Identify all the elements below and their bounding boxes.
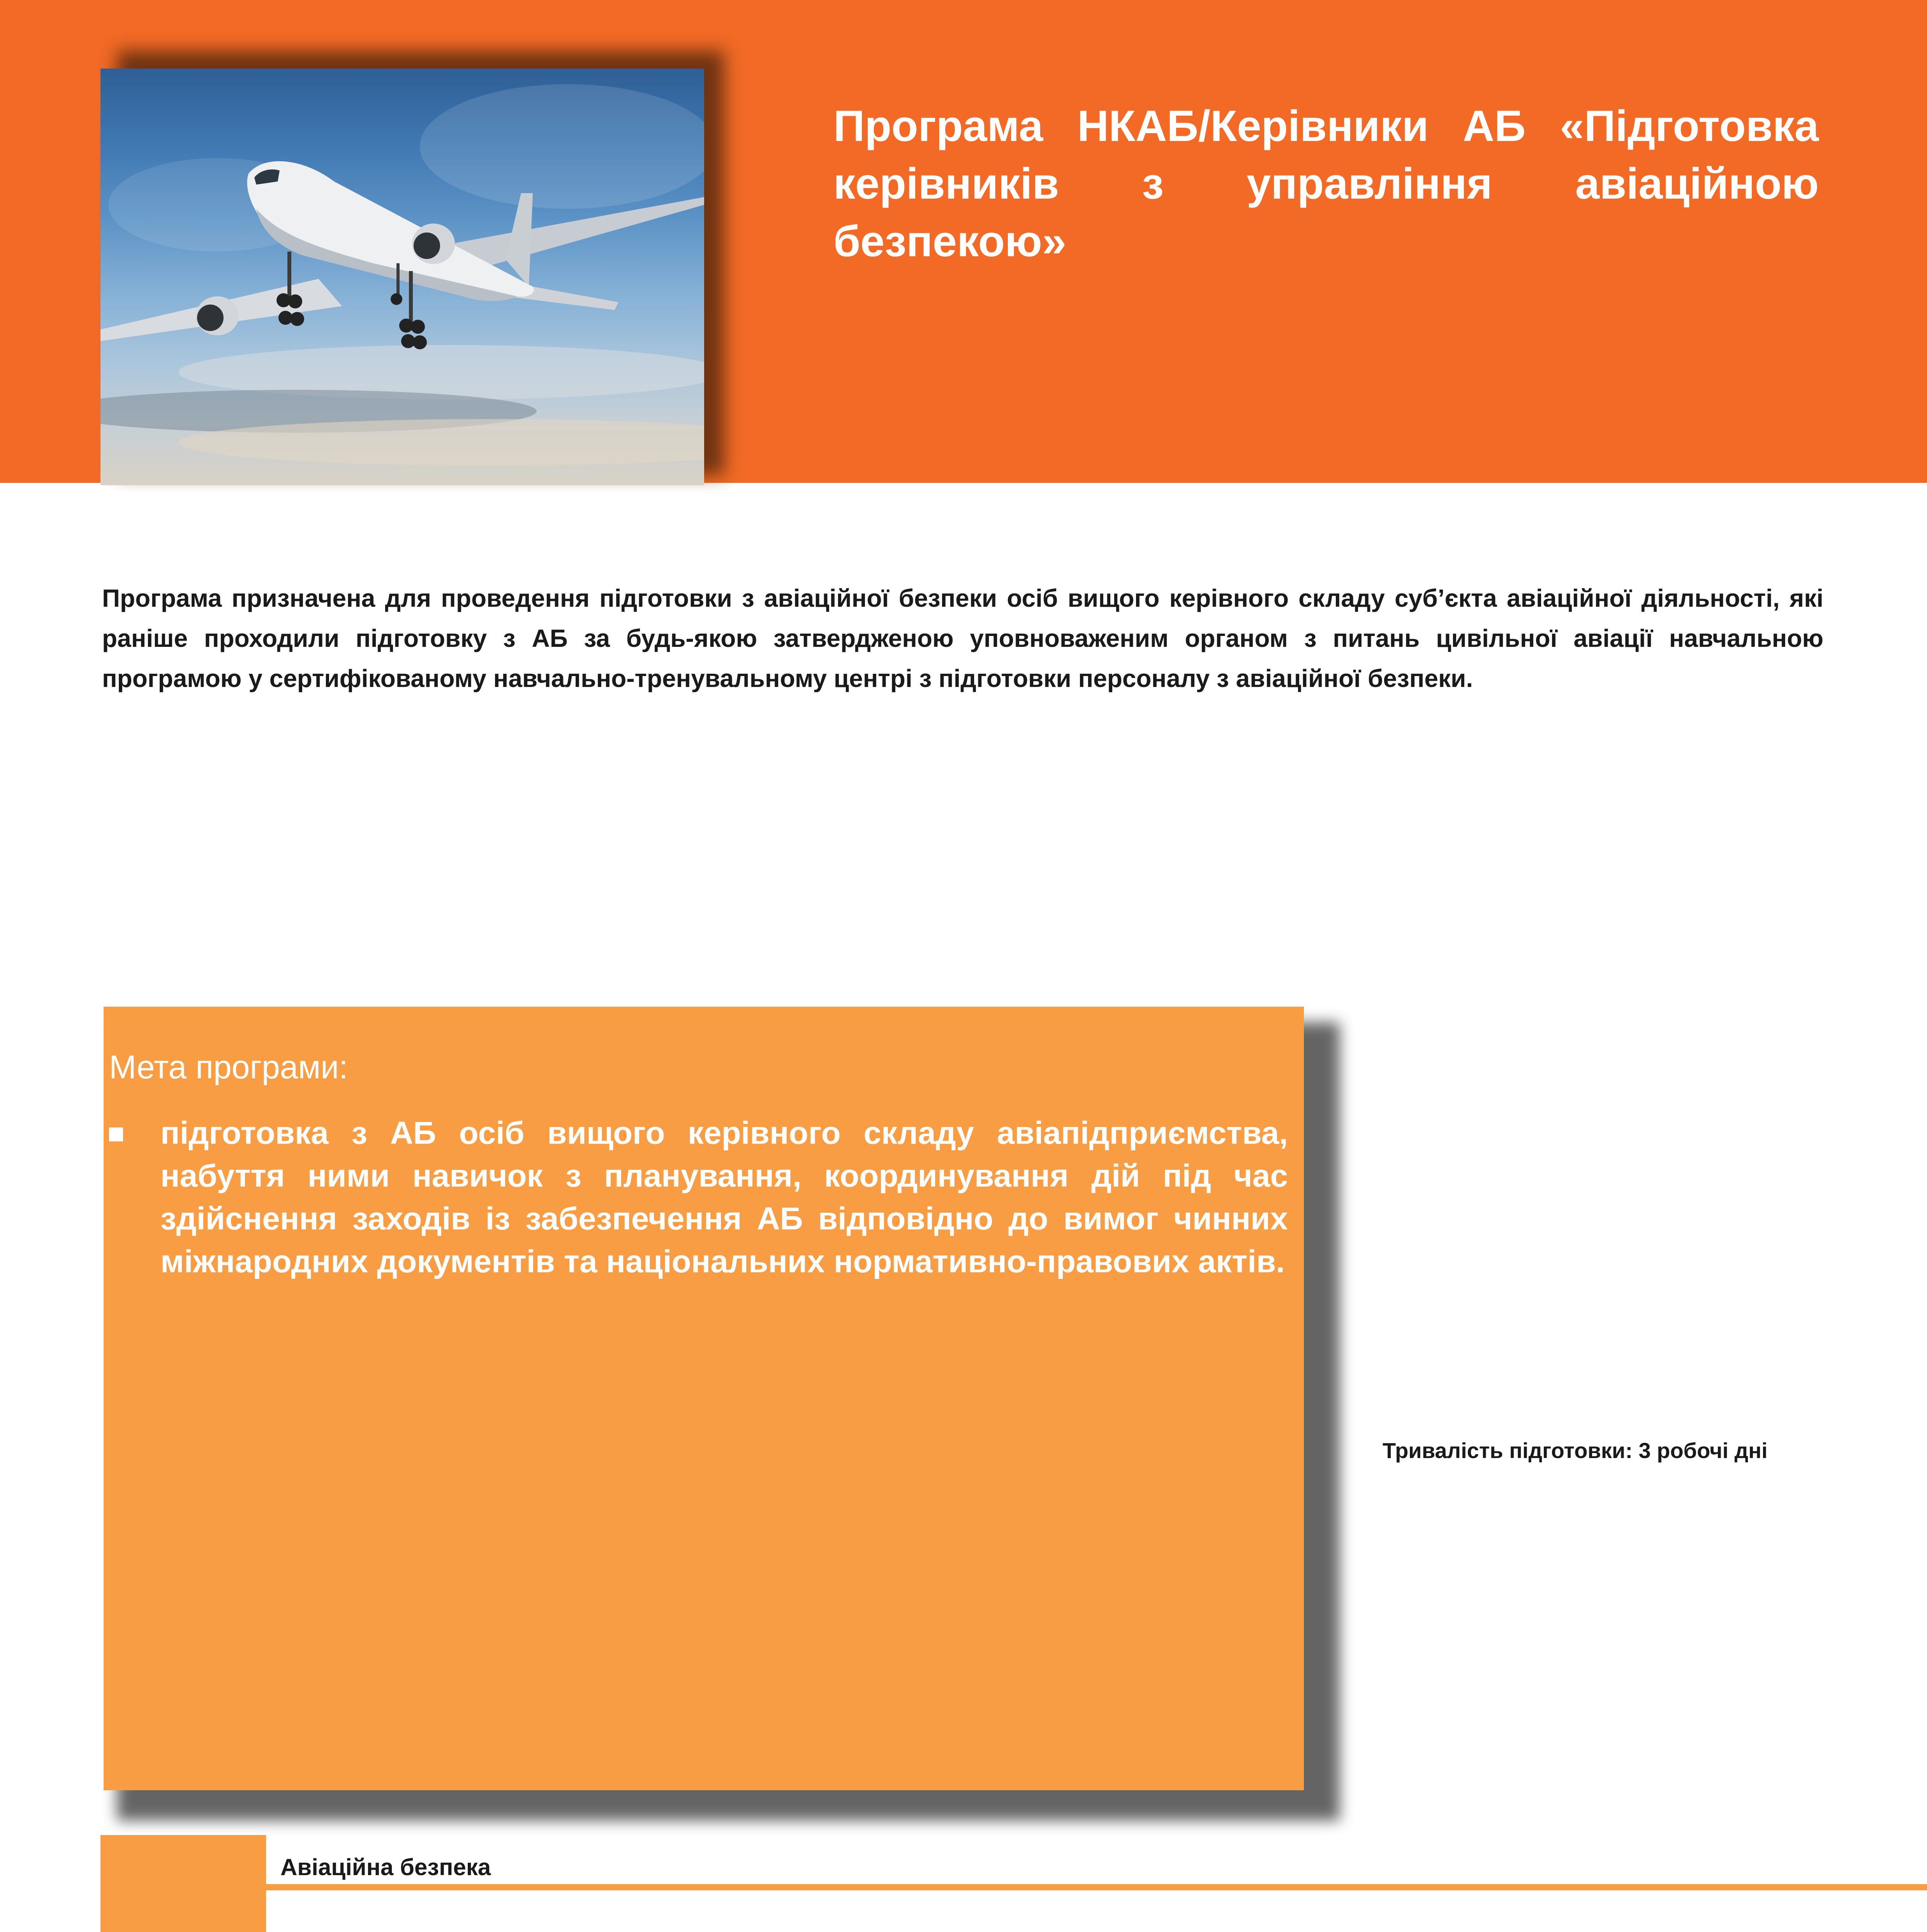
goal-title: Мета програми: (109, 1049, 348, 1085)
page-title: Програма НКАБ/Керівники АБ «Підготовка керівників з управління авіаційною безпекою» (833, 102, 1819, 266)
intro-paragraph: Програма призначена для проведення підготовки з авіаційної безпеки осіб вищого керівного складу суб’єкта авіаційної діяльності, які раніше проходили підготовку з АБ за будь-якою затвердженою уповноваженим органом з питань цивільної авіації навчальною програмою у сертифікованому навчально-тренувальному центрі з підготовки персоналу з авіаційної безпеки. (102, 584, 1823, 692)
duration-text: Тривалість підготовки: 3 робочі дні (1383, 1438, 1768, 1463)
footer-label: Авіаційна безпека (280, 1854, 491, 1880)
goal-item-text: підготовка з АБ осіб вищого керівного складу авіапідприємства, набуття ними навичок з планування, координування дій під час здійснення заходів із забезпечення АБ відповідно до вимог чинних міжнародних документів та національних нормативно-правових актів. (160, 1115, 1288, 1279)
footer-block (100, 1835, 266, 1932)
airplane-photo (100, 69, 704, 485)
square-bullet-icon (109, 1127, 123, 1141)
footer-rule (266, 1884, 1927, 1890)
